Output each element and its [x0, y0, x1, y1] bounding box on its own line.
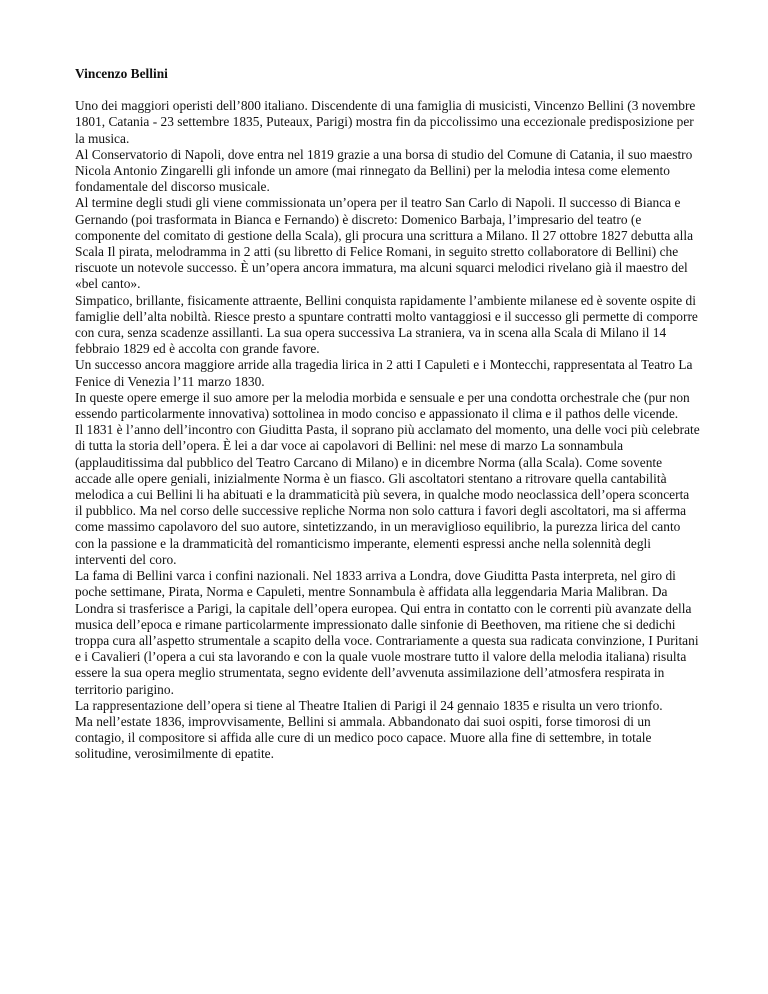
document-body — [75, 98, 700, 762]
paragraph: In queste opere emerge il suo amore per la melodia morbida e sensuale e per una condotta orchestrale che (pur non essendo particolarmente innovativa) sottolinea in modo conciso e appassionato il clima e il pathos delle vicende. — [75, 389, 690, 422]
paragraph: Al termine degli studi gli viene commissionata un’opera per il teatro San Carlo di Napoli. Il successo di Bianca e Gernando (poi trasformata in Bianca e Fernando) è discreto: Domenico Barbaja, l’impresario del teatro (e componente del comitato di gestione della Scala), gli procura una scrittura a Milano. Il 27 ottobre 1827 debutta alla Scala Il pirata, melodramma in 2 atti (su libretto di Felice Romani, in seguito stretto collaboratore di Bellini) che riscuote un notevole successo. È un’opera ancora immatura, ma alcuni squarci melodici rivelano già il maestro del «bel canto». — [75, 195, 694, 292]
paragraph: La rappresentazione dell’opera si tiene al Theatre Italien di Parigi il 24 gennaio 1835 e risulta un vero trionfo. — [75, 697, 663, 713]
paragraph: Ma nell’estate 1836, improvvisamente, Bellini si ammala. Abbandonato dai suoi ospiti, forse timorosi di un contagio, il compositore si affida alle cure di un medico poco capace. Muore alla fine di settembre, in totale solitudine, verosimilmente di epatite. — [75, 713, 652, 762]
paragraph: Al Conservatorio di Napoli, dove entra nel 1819 grazie a una borsa di studio del Comune di Catania, il suo maestro Nicola Antonio Zingarelli gli infonde un amore (mai rinnegato da Bellini) per la melodia intesa come elemento fondamentale del discorso musicale. — [75, 146, 693, 195]
paragraph: Simpatico, brillante, fisicamente attraente, Bellini conquista rapidamente l’ambiente milanese ed è sovente ospite di famiglie dell’alta nobiltà. Riesce presto a spuntare contratti molto vantaggiosi e il successo gli permette di comporre con cura, senza scadenze assillanti. La sua opera successiva La straniera, va in scena alla Scala di Milano il 14 febbraio 1829 ed è accolta con grande favore. — [75, 292, 698, 357]
paragraph: La fama di Bellini varca i confini nazionali. Nel 1833 arriva a Londra, dove Giuditta Pasta interpreta, nel giro di poche settimane, Pirata, Norma e Capuleti, mentre Sonnambula è affidata alla leggendaria Maria Malibran. Da Londra si trasferisce a Parigi, la capitale dell’opera europea. Qui entra in contatto con le correnti più avanzate della musica dell’epoca e rimane particolarmente impressionato dalle sinfonie di Beethoven, ma ritiene che si dedichi troppa cura all’aspetto strumentale a scapito della voce. Contrariamente a questa sua radicata convinzione, I Puritani e i Cavalieri (l’opera a cui sta lavorando e con la quale vuole mostrare tutto il valore della melodia italiana) risulta essere la sua opera meglio strumentata, segno evidente dell’avvenuta assimilazione dell’atmosfera respirata in territorio parigino. — [75, 568, 699, 697]
document-title: Vincenzo Bellini — [75, 66, 168, 81]
paragraph: Uno dei maggiori operisti dell’800 italiano. Discendente di una famiglia di musicisti, Vincenzo Bellini (3 novembre 1801, Catania - 23 settembre 1835, Puteaux, Parigi) mostra fin da piccolissimo una eccezionale predisposizione per la musica. — [75, 98, 696, 146]
document-page — [75, 66, 700, 763]
paragraph: Il 1831 è l’anno dell’incontro con Giuditta Pasta, il soprano più acclamato del momento, una delle voci più celebrate di tutta la storia dell’opera. È lei a dar voce ai capolavori di Bellini: nel mese di marzo La sonnambula (applauditissima dal pubblico del Teatro Carcano di Milano) e in dicembre Norma (alla Scala). Come sovente accade alle opere geniali, inizialmente Norma è un fiasco. Gli ascoltatori stentano a ritrovare quella cantabilità melodica a cui Bellini li ha abituati e la drammaticità più severa, in qualche modo neoclassica dell’opera sconcerta il pubblico. Ma nel corso delle successive repliche Norma non solo cattura i favori degli ascoltatori, ma si afferma come massimo capolavoro del suo autore, sintetizzando, in un meraviglioso equilibrio, la purezza lirica del canto con la passione e la drammaticità del romanticismo imperante, elementi espressi anche nella solennità degli interventi del coro. — [75, 422, 700, 567]
paragraph: Un successo ancora maggiore arride alla tragedia lirica in 2 atti I Capuleti e i Montecchi, rappresentata al Teatro La Fenice di Venezia l’11 marzo 1830. — [75, 357, 693, 389]
